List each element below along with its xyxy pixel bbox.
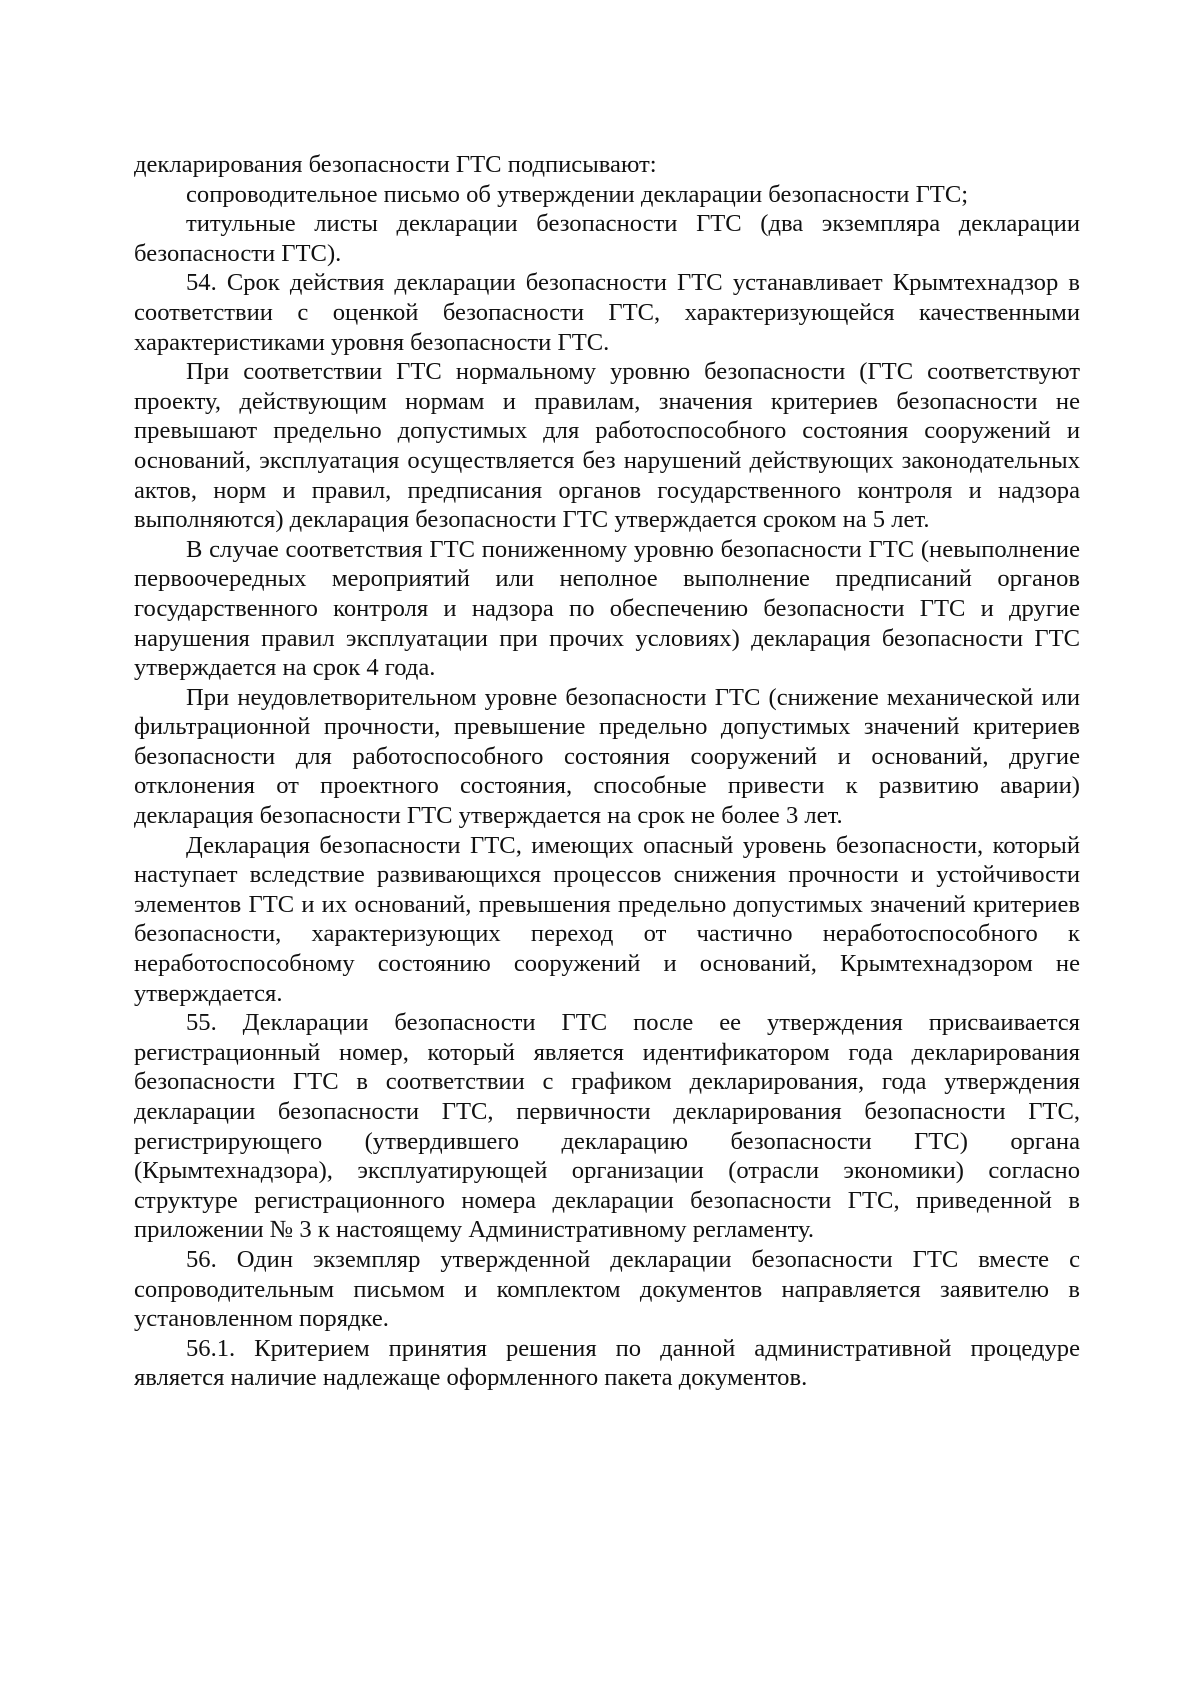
paragraph-normal-level: При соответствии ГТС нормальному уровню безопасности (ГТС соответствуют проекту, действующим нормам и правилам, значения критериев безопасности не превышают предельно допустимых для работоспособного состояния сооружений и оснований, эксплуатация осуществляется без нарушений действующих законодательных актов, норм и правил, предписания органов государственного контроля и надзора выполняются) декларация безопасности ГТС утверждается сроком на 5 лет. (134, 358, 1080, 534)
paragraph-dangerous-level: Декларация безопасности ГТС, имеющих опасный уровень безопасности, который наступает вследствие развивающихся процессов снижения прочности и устойчивости элементов ГТС и их оснований, превышения предельно допустимых значений критериев безопасности, характеризующих переход от частично неработоспособного к неработоспособному состоянию сооружений и оснований, Крымтехнадзором не утверждается. (134, 831, 1080, 1007)
paragraph-clause-55: 55. Декларации безопасности ГТС после ее утверждения присваивается регистрационный номер, который является идентификатором года декларирования безопасности ГТС в соответствии с графиком декларирования, года утверждения декларации безопасности ГТС, первичности декларирования безопасности ГТС, регистрирующего (утвердившего декларацию безопасности ГТС) органа (Крымтехнадзора), эксплуатирующей организации (отрасли экономики) согласно структуре регистрационного номера декларации безопасности ГТС, приведенной в приложении № 3 к настоящему Административному регламенту. (134, 1009, 1080, 1244)
paragraph-title-pages: титульные листы декларации безопасности ГТС (два экземпляра декларации безопасности ГТС). (134, 210, 1080, 267)
paragraph-clause-54: 54. Срок действия декларации безопасности ГТС устанавливает Крымтехнадзор в соответствии с оценкой безопасности ГТС, характеризующейся качественными характеристиками уровня безопасности ГТС. (134, 269, 1080, 356)
paragraph-cover-letter: сопроводительное письмо об утверждении декларации безопасности ГТС; (186, 180, 969, 208)
paragraph-reduced-level: В случае соответствия ГТС пониженному уровню безопасности ГТС (невыполнение первоочередных мероприятий или неполное выполнение предписаний органов государственного контроля и надзора по обеспечению безопасности ГТС и другие нарушения правил эксплуатации при прочих условиях) декларация безопасности ГТС утверждается на срок 4 года. (134, 535, 1080, 682)
document-page (134, 150, 1080, 1393)
paragraph-unsatisfactory-level: При неудовлетворительном уровне безопасности ГТС (снижение механической или фильтрационной прочности, превышение предельно допустимых значений критериев безопасности для работоспособного состояния сооружений и оснований, другие отклонения от проектного состояния, способные привести к развитию аварии) декларация безопасности ГТС утверждается на срок не более 3 лет. (134, 683, 1080, 830)
paragraph-continuation: декларирования безопасности ГТС подписывают: (134, 151, 657, 178)
paragraph-clause-56-1: 56.1. Критерием принятия решения по данной административной процедуре является наличие надлежаще оформленного пакета документов. (134, 1334, 1080, 1392)
paragraph-clause-56: 56. Один экземпляр утвержденной декларации безопасности ГТС вместе с сопроводительным письмом и комплектом документов направляется заявителю в установленном порядке. (134, 1245, 1080, 1333)
